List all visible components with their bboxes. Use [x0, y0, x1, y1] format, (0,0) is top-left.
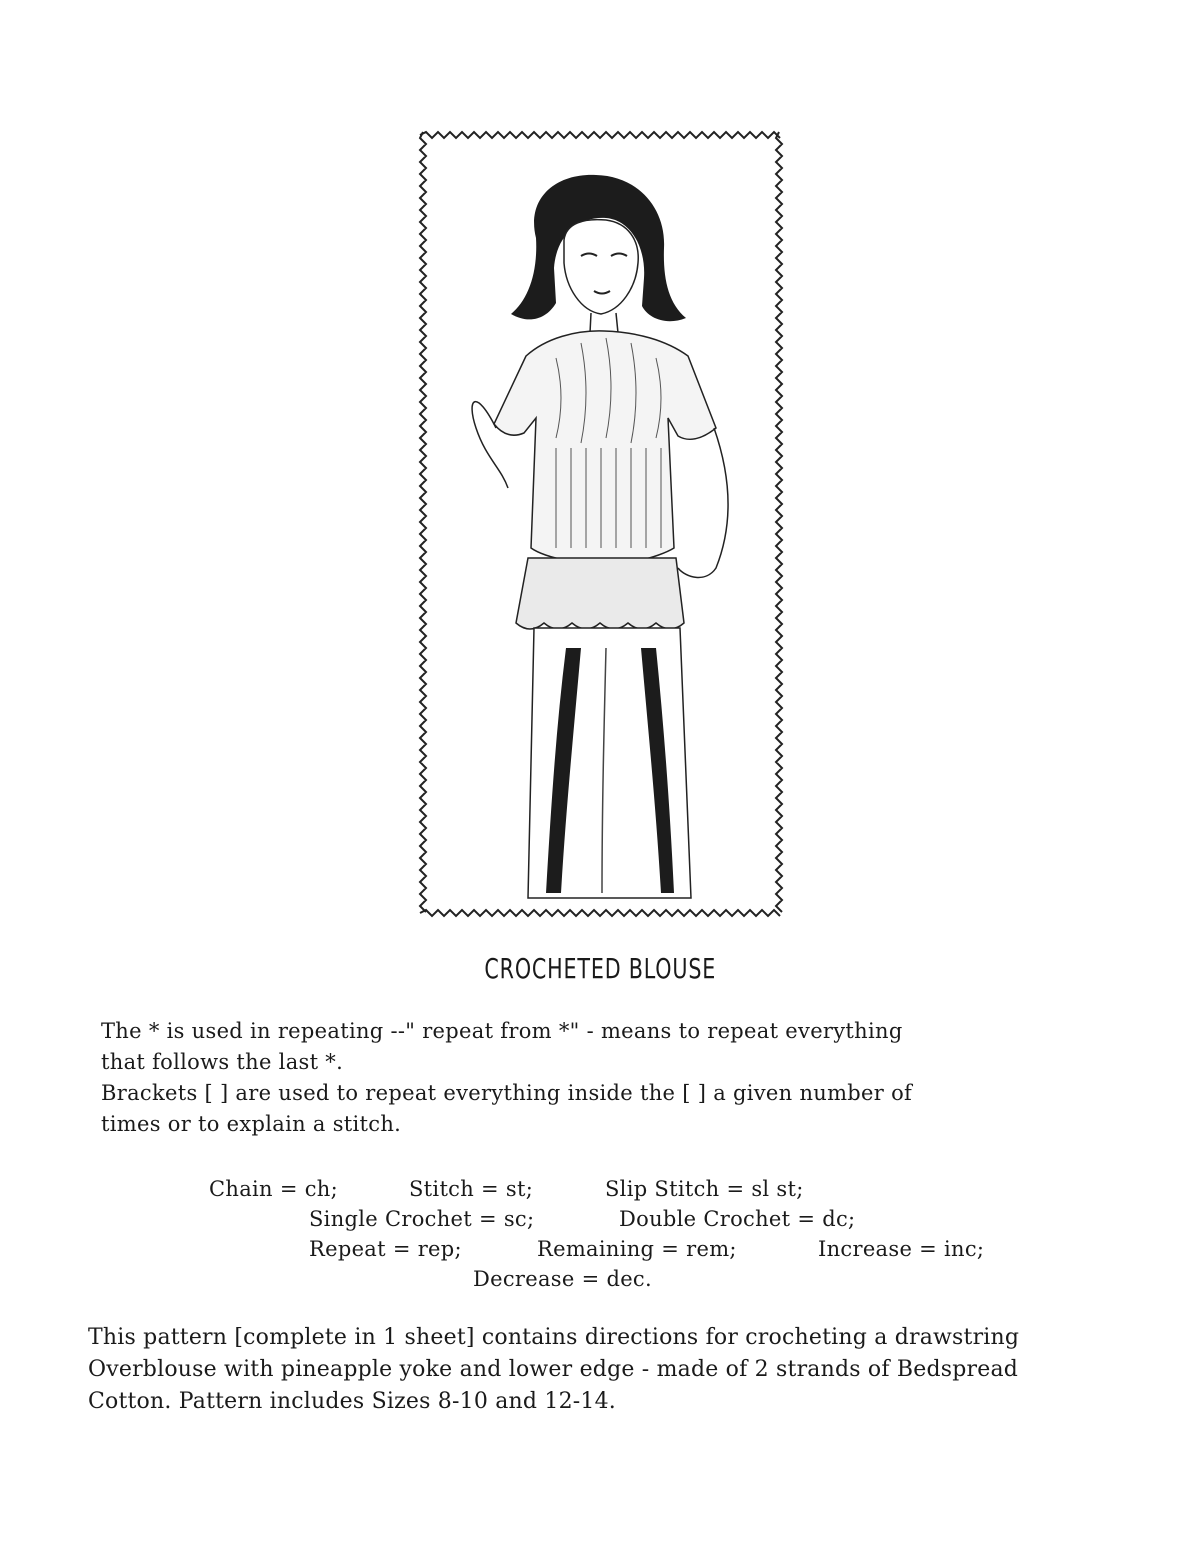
face: [564, 220, 638, 314]
abbr-slip-stitch: Slip Stitch = sl st;: [605, 1177, 804, 1201]
intro-line: Brackets [ ] are used to repeat everything inside the [ ] a given number of: [101, 1081, 913, 1105]
woman-in-crocheted-blouse-illustration: [416, 128, 786, 920]
peplum: [516, 558, 684, 629]
intro-line: The * is used in repeating --" repeat from *" - means to repeat everything: [101, 1019, 903, 1043]
abbr-single-crochet: Single Crochet = sc;: [309, 1207, 535, 1231]
intro-text: [101, 1016, 1061, 1140]
description-line: Overblouse with pineapple yoke and lower edge - made of 2 strands of Bedspread: [88, 1357, 1019, 1382]
description-line: This pattern [complete in 1 sheet] contains directions for crocheting a drawstring: [88, 1325, 1020, 1350]
abbr-stitch: Stitch = st;: [409, 1177, 534, 1201]
abbr-increase: Increase = inc;: [818, 1237, 985, 1261]
right-arm: [678, 428, 728, 577]
blouse: [494, 331, 716, 560]
abbr-double-crochet: Double Crochet = dc;: [619, 1207, 856, 1231]
intro-line: that follows the last *.: [101, 1050, 344, 1074]
abbr-repeat: Repeat = rep;: [309, 1237, 462, 1261]
intro-line: times or to explain a stitch.: [101, 1112, 402, 1136]
abbr-decrease: Decrease = dec.: [473, 1267, 652, 1291]
abbr-remaining: Remaining = rem;: [537, 1237, 737, 1261]
pattern-description: [88, 1322, 1128, 1418]
abbr-chain: Chain = ch;: [209, 1177, 338, 1201]
page-title: CROCHETED BLOUSE: [484, 952, 716, 985]
illustration-frame: [416, 128, 786, 920]
description-line: Cotton. Pattern includes Sizes 8-10 and 12-14.: [88, 1389, 616, 1414]
